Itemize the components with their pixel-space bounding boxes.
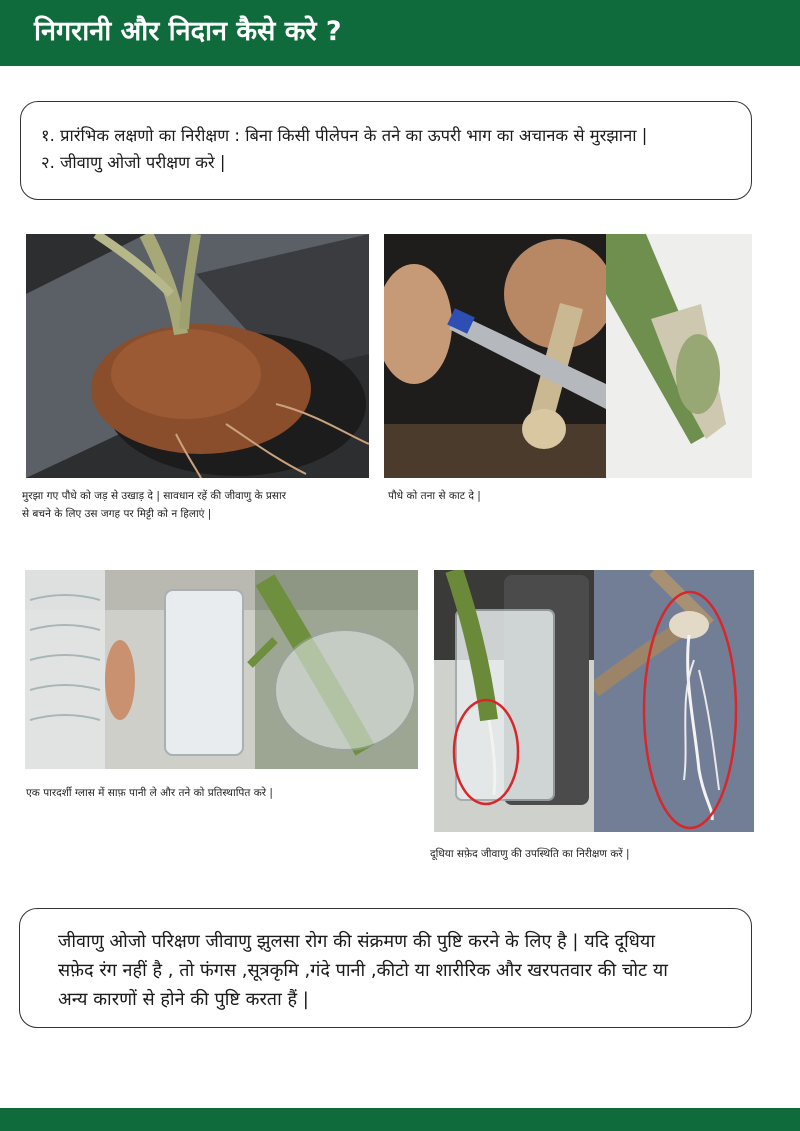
uprooted-plant-photo	[26, 234, 369, 478]
glass-caption: एक पारदर्शी ग्लास में साफ़ पानी ले और तने को प्रतिस्थापित करे |	[26, 787, 273, 799]
step-2-text: २. जीवाणु ओजो परीक्षण करे |	[41, 153, 226, 172]
cut-stem-closeup-photo	[606, 234, 752, 478]
bacterial-ooze-photo	[594, 570, 754, 832]
steps-box	[20, 101, 752, 200]
page-title: निगरानी और निदान कैसे करे ?	[34, 16, 342, 47]
conclusion-box	[19, 908, 752, 1028]
knife-cutting-stem-photo	[384, 234, 606, 478]
footer-bar	[0, 1108, 800, 1131]
conclusion-line-2: सफ़ेद रंग नहीं है , तो फंगस ,सूत्रकृमि ,गंदे पानी ,कीटो या शारीरिक और खरपतवार की चोट या	[58, 960, 668, 981]
cut-stem-caption: पौधे को तना से काट दे |	[388, 490, 481, 502]
stem-in-glass-photo	[434, 570, 594, 832]
conclusion-line-1: जीवाणु ओजो परिक्षण जीवाणु झुलसा रोग की संक्रमण की पुष्टि करने के लिए है | यदि दूधिया	[58, 931, 655, 952]
ooze-caption: दूधिया सफ़ेद जीवाणु की उपस्थिति का निरीक्षण करें |	[430, 848, 630, 860]
conclusion-line-3: अन्य कारणों से होने की पुष्टि करता हैं |	[58, 989, 309, 1010]
step-1-text: १. प्रारंभिक लक्षणो का निरीक्षण : बिना किसी पीलेपन के तने का ऊपरी भाग का अचानक से मुरझाना |	[41, 126, 648, 145]
glass-water-photo	[25, 570, 418, 769]
uproot-caption-line-2: से बचने के लिए उस जगह पर मिट्टी को न हिलाएं |	[22, 508, 212, 520]
uproot-caption-line-1: मुरझा गए पौधे को जड़ से उखाड़ दे | सावधान रहें की जीवाणु के प्रसार	[22, 490, 287, 502]
